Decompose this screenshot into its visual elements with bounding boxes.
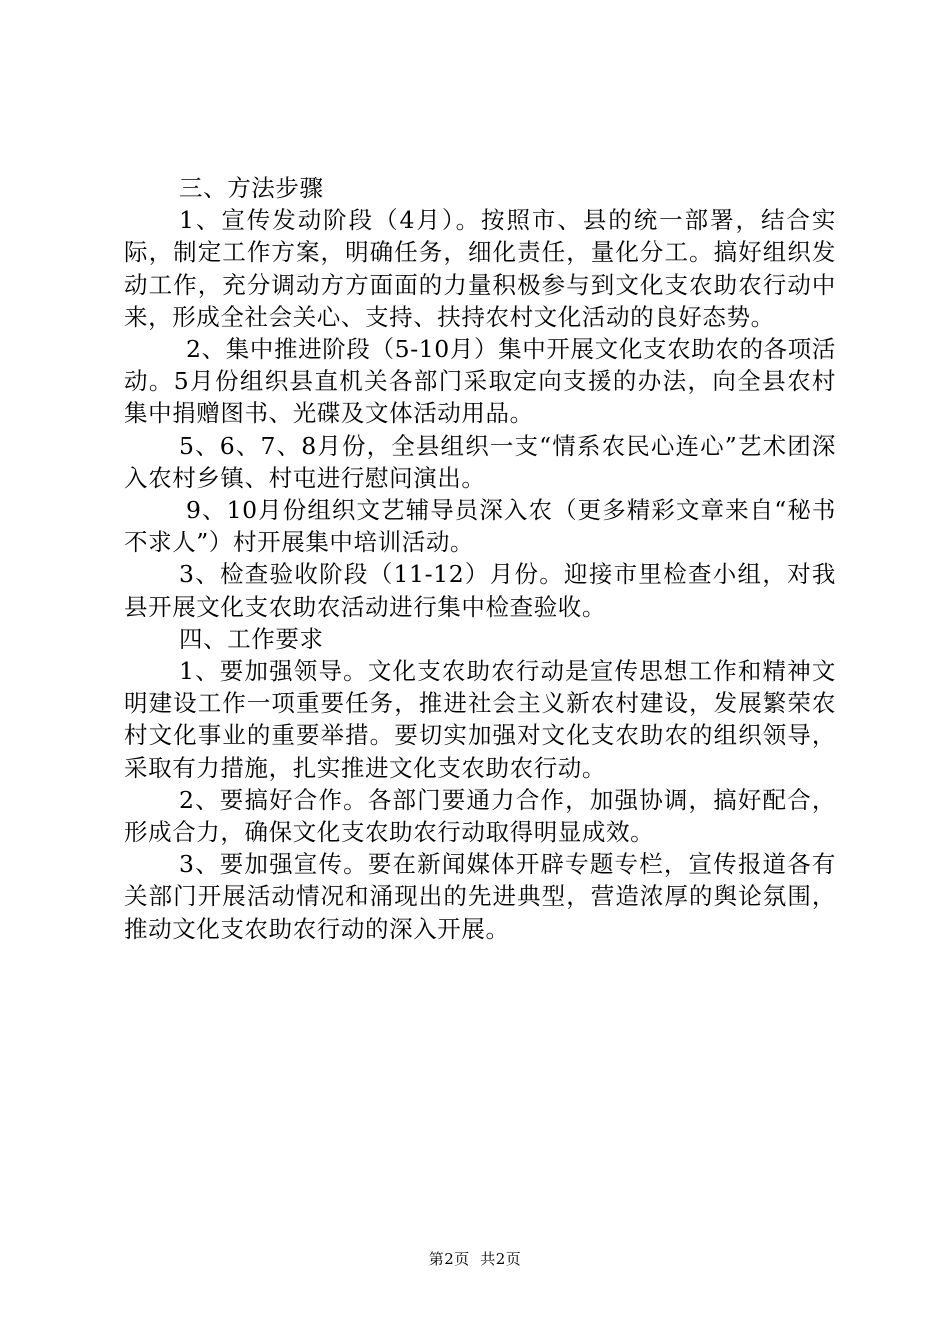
paragraph-training: 9、10月份组织文艺辅导员深入农（更多精彩文章来自“秘书不求人”）村开展集中培训活动。 bbox=[124, 496, 836, 557]
paragraph-requirement-publicity: 3、要加强宣传。要在新闻媒体开辟专题专栏，宣传报道各有关部门开展活动情况和涌现出的先进典型，营造浓厚的舆论氛围，推动文化支农助农行动的深入开展。 bbox=[124, 850, 836, 943]
paragraph-stage-2-promotion: 2、集中推进阶段（5-10月）集中开展文化支农助农的各项活动。5月份组织县直机关各部门采取定向支援的办法，向全县农村集中捐赠图书、光碟及文体活动用品。 bbox=[124, 335, 836, 428]
section-heading-methods: 三、方法步骤 bbox=[179, 174, 324, 202]
paragraph-requirement-cooperation: 2、要搞好合作。各部门要通力合作，加强协调，搞好配合，形成合力，确保文化支农助农行动取得明显成效。 bbox=[124, 785, 836, 847]
paragraph-stage-3-inspection: 3、检查验收阶段（11-12）月份。迎接市里检查小组，对我县开展文化支农助农活动进行集中检查验收。 bbox=[124, 560, 836, 621]
section-heading-requirements: 四、工作要求 bbox=[179, 624, 324, 653]
paragraph-requirement-leadership: 1、要加强领导。文化支农助农行动是宣传思想工作和精神文明建设工作一项重要任务，推进社会主义新农村建设，发展繁荣农村文化事业的重要举措。要切实加强对文化支农助农的组织领导，采取有力措施，扎实推进文化支农助农行动。 bbox=[124, 657, 836, 782]
document-body bbox=[124, 172, 836, 945]
page-number-label: 第2页 共2页 bbox=[428, 1250, 522, 1268]
paragraph-stage-1-publicity: 1、宣传发动阶段（4月）。按照市、县的统一部署，结合实际，制定工作方案，明确任务，细化责任，量化分工。搞好组织发动工作，充分调动方方面面的力量积极参与到文化支农助农行动中来，形成全社会关心、支持、扶持农村文化活动的良好态势。 bbox=[124, 206, 836, 331]
paragraph-art-troupe: 5、6、7、8月份，全县组织一支“情系农民心连心”艺术团深入农村乡镇、村屯进行慰问演出。 bbox=[124, 431, 836, 492]
page-footer bbox=[0, 1248, 950, 1269]
